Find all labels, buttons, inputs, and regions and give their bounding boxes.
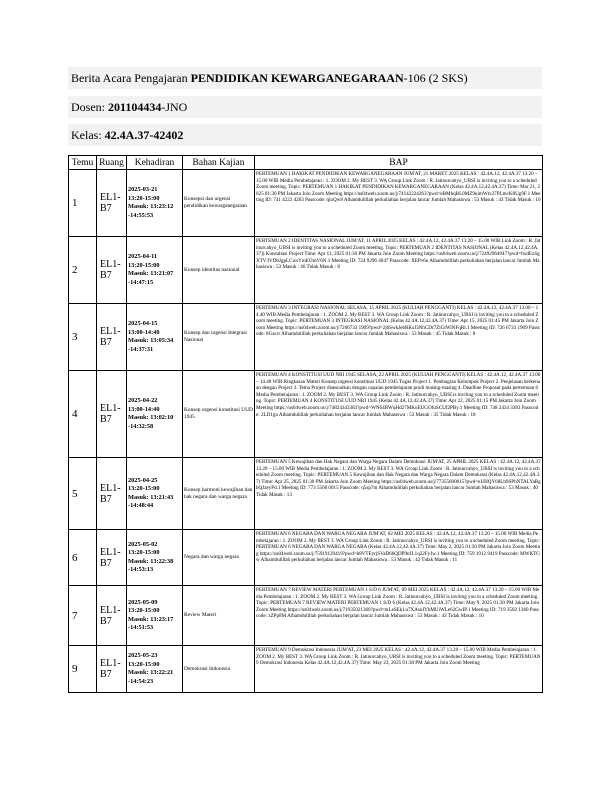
- kehadiran-tanggal: 2025-05-02: [128, 540, 158, 548]
- kehadiran-tanggal: 2025-03-21: [128, 186, 158, 193]
- kehadiran-tanggal: 2025-05-09: [128, 598, 158, 606]
- bap-cell: PERTEMUAN 3 INTEGRASI NASIONAL SELASA, 15 APRIL 2025 (KULIAH PENGGANTI) KELAS : 42.4A.12, 42.4A.37 13.00 – 14.40 WIB Media Pembelajaran : 1. ZOOM 2. My BEST 3. WA Group Link Zoom : R. Jatinurcahyo_UBSI is inviting you to a scheduled Zoom meeting. Topic: PERTEMUAN 3 INTEGRASI NASIONAL (Kelas 42.4A.12,42.4A.37) Time: Apr 15, 2025 01:45 PM Jakarta Join Zoom Meeting https://us04web.zoom.us/j/7266733 1909?pwd=2j6SwkJebRKsJ3NhCDr7ZlGtWiNFqRl.1 Meeting ID: 726 6733 1909 Passcode: 8Gacrr Alhamdulillah perkuliahan berjalan lancar Jumlah Mahasiswa : 53 Masuk : 45 Tidak Masuk : 8: [255, 304, 543, 371]
- kehadiran-selisih: -14:47:15: [128, 278, 154, 286]
- kehadiran-jam: 13:20-15:00: [128, 485, 160, 492]
- kehadiran-selisih: -14:55:53: [128, 211, 154, 219]
- bap-cell: PERTEMUAN 4 KONSTITUSI UUD NRI 1945 SELASA, 22 APRIL 2025 (KULIAH PENGGANTI) KELAS : 42.4A.12, 42.4A.37 13.00 – 14.40 WIB Ringkasan Materi Konsep urgensi konstitusi UUD 1945 Tugas Project 1. Pembagian Kelompok Project 2. Penjelasan berkenaan dengan Project 3. Tema Project disesuaikan dengan capaian pembelajaran prodi masing-masing 4. Deadline Proposal pada pertemuan 6 Media Pembelajaran : 1. ZOOM 2. My BEST 3. WA Group Link Zoom : R. Jatinurcahyo_UBSI is inviting you to a scheduled Zoom meeting. Topic: PERTEMUAN 4 KONSTITUSI UUD NRI 1945 (Kelas 42.4A.12,42.4A.37) Time: Apr 22, 2025 01:15 PM Jakarta Join Zoom Meeting https://us04web.zoom.us/j/74824343383?pwd=WN64BWqHd27MKoEUGOfuSCUf2PBy.1 Meeting ID: 748 2434 3383 Passcode: 2LD1gu Alhamdulillah perkuliahan berjalan lancar Jumlah Mahasiswa : 53 Masuk : 35 Tidak Masuk : 18: [255, 371, 543, 458]
- ruang-cell: EL1-B7: [97, 646, 127, 693]
- table-row: [69, 304, 543, 371]
- kehadiran-tanggal: 2025-04-15: [128, 320, 158, 327]
- table-row: [69, 586, 543, 646]
- bahan-kajian-cell: Konsep urgensi konstitusi UUD 1945: [183, 371, 255, 458]
- bap-table: [68, 155, 543, 693]
- temu-cell: 1: [69, 170, 97, 237]
- bap-cell: PERTEMUAN 7 REVIEW MATERI PERTEMUAN 1 S/D 6 JUM'AT, 09 MEI 2025 KELAS : 42.4A.12, 42.4A.37 13.20 – 15.00 WIB Media Pembelajaran : 1. ZOOM 2. My BEST 3. WA Group Link Zoom : R. Jatinurcahyo_UBSI is inviting you to a scheduled Zoom meeting. Topic: PERTEMUAN 7 REVIEW MATERI PERTEMUAN 1 S/D 6 (Kelas 42.4A.12,42.4A.37) Time: May 9, 2025 01:30 PM Jakarta Join Zoom Meeting https://us04web.zoom.us/j/71935021360?pwd=mLeSEkLu7XAsuIYbMUiWLe62GwIP.1 Meeting ID: 719 3502 1360 Passcode: zZPp8M Alhamdulillah perkuliahan berjalan lancar Jumlah Mahasiswa : 53 Masuk : 43 Tidak Masuk : 10: [255, 586, 543, 646]
- temu-cell: 3: [69, 304, 97, 371]
- kehadiran-cell: [127, 586, 183, 646]
- bap-cell: PERTEMUAN 9 Demokrasi Indonesia JUM'AT, 23 MEI 2025 KELAS : 42.4A.12, 42.4A.37 13.20 – 15.00 WIB Media Pembelajaran : 1. ZOOM 2. My BEST 3. WA Group Link Zoom : R. Jatinurcahyo_UBSI is inviting you to a scheduled Zoom meeting. Topic: PERTEMUAN 9 Demokrasi Indonesia Kelas 42.4A.12,42.4A.37) Time: May 23, 2025 01:30 PM Jakarta Join Zoom Meeting: [255, 646, 543, 693]
- kehadiran-jam: 13:20-15:00: [128, 194, 160, 202]
- col-bahan-kajian: Bahan Kajian: [183, 156, 255, 170]
- temu-cell: 4: [69, 371, 97, 458]
- ruang-cell: EL1-B7: [97, 458, 127, 530]
- kehadiran-selisih: -14:54:23: [128, 677, 154, 685]
- col-temu: Temu: [69, 156, 97, 170]
- ruang-cell: EL1-B7: [97, 304, 127, 371]
- kehadiran-masuk: Masuk: 13:02:10: [128, 414, 174, 421]
- kehadiran-masuk: Masuk: 13:22:38: [128, 557, 174, 565]
- table-row: [69, 237, 543, 304]
- ruang-cell: EL1-B7: [97, 530, 127, 586]
- course-name: PENDIDIKAN KEWARGANEGARAAN: [190, 71, 404, 85]
- bap-cell: PERTEMUAN 1 HAKIKAT PENDIDIKAN KEWARGANEGARAAN JUM'AT, 21 MARET 2025 KELAS : 42.4A.12, 42.4A.37 13.20 – 15.00 WIB Media Pembelajaran : 1. ZOOM 2. My BEST 3. WA Group Link Zoom : R. Jatinurcahyo_UBSI is inviting you to a scheduled Zoom meeting. Topic: PERTEMUAN 1 HAKIKAT PENDIDIKAN KEWARGANEGARAAN (Kelas 42.4A.12,42.4A.37) Time: Mar 21, 2025 01:30 PM Jakarta Join Zoom Meeting https://us04web.zoom.us/j/74142224263?pwd=eBMbqBL0MZ9uimWtx27PLmcK8Ug9F.1 Meeting ID: 741 4222 4263 Passcode: qiuQw8 Alhamdulillah perkuliahan berjalan lancar Jumlah Mahasiswa : 53 Masuk : 43 Tidak Masuk : 10: [255, 170, 543, 237]
- dosen-line: Dosen: 201104434-JNO: [68, 96, 542, 118]
- table-header-row: [69, 156, 543, 170]
- col-bap: BAP: [255, 156, 543, 170]
- kehadiran-selisih: -14:37:31: [128, 345, 154, 353]
- bahan-kajian-cell: Konsepsi dan urgensi pendidikan kewarganegaraan: [183, 170, 255, 237]
- temu-cell: 9: [69, 646, 97, 693]
- table-row: [69, 530, 543, 586]
- table-row: [69, 170, 543, 237]
- kehadiran-jam: 13:20-15:00: [128, 261, 160, 269]
- bap-cell: PERTEMUAN 2 IDENTITAS NASIONAL JUM'AT, 11 APRIL 2025 KELAS : 42.4A.12, 42.4A.37 13.20 – 15.00 WIB Link Zoom : R. Jatinurcahyo_UBSI is inviting you to a scheduled Zoom meeting. Topic: PERTEMUAN 2 IDENTITAS NASIONAL (Kelas 42.4A.12,42.4A.37)) Konsultasi Project Time: Apr 11, 2025 01:30 PM Jakarta Join Zoom Meeting https://us04web.zoom.us/j/72492964047?pwd=fwdEzSgXTV3VDbJgpLCwsYmEOmV6N.1 Meeting ID: 724 9296 4047 Passcode: XEPv6u Alhamdulillah perkuliahan berjalan lancar Jumlah Mahasiswa : 53 Masuk : 46 Tidak Masuk : 8: [255, 237, 543, 304]
- kehadiran-masuk: Masuk: 13:21:43: [128, 493, 174, 501]
- kehadiran-selisih: -14:51:53: [128, 624, 154, 631]
- kehadiran-jam: 13:20-15:00: [128, 549, 160, 556]
- bahan-kajian-cell: Review Materi: [183, 586, 255, 646]
- col-kehadiran: Kehadiran: [127, 156, 183, 170]
- kehadiran-masuk: Masuk: 13:22:21: [128, 669, 174, 676]
- course-title: Berita Acara Pengajaran PENDIDIKAN KEWARGANEGARAAN-106 (2 SKS): [68, 67, 542, 89]
- temu-cell: 5: [69, 458, 97, 530]
- kehadiran-tanggal: 2025-04-25: [128, 476, 158, 484]
- bahan-kajian-cell: Konsep harmoni kewajiban dan hak negara dan warga negara: [183, 458, 255, 530]
- col-ruang: Ruang: [97, 156, 127, 170]
- kehadiran-jam: 13:20-15:00: [128, 607, 160, 614]
- kehadiran-cell: [127, 530, 183, 586]
- kehadiran-jam: 13:00-14:40: [128, 328, 160, 336]
- kehadiran-masuk: Masuk: 13:23:17: [128, 615, 174, 623]
- kehadiran-masuk: Masuk: 13:23:12: [128, 203, 174, 210]
- bahan-kajian-cell: Konsep identitas nasional: [183, 237, 255, 304]
- table-row: [69, 646, 543, 693]
- table-row: [69, 458, 543, 530]
- ruang-cell: EL1-B7: [97, 237, 127, 304]
- bahan-kajian-cell: Konsep dan urgensi Integrasi Nasional: [183, 304, 255, 371]
- kehadiran-jam: 13:20-15:00: [128, 660, 160, 668]
- kehadiran-masuk: Masuk: 13:05:34: [128, 337, 174, 344]
- temu-cell: 6: [69, 530, 97, 586]
- temu-cell: 2: [69, 237, 97, 304]
- kehadiran-cell: [127, 371, 183, 458]
- kehadiran-jam: 13:00-14:40: [128, 405, 160, 413]
- kehadiran-masuk: Masuk: 13:21:07: [128, 270, 174, 277]
- table-row: [69, 371, 543, 458]
- kehadiran-cell: [127, 458, 183, 530]
- kelas-line: Kelas: 42.4A.37-42402: [68, 124, 542, 146]
- ruang-cell: EL1-B7: [97, 170, 127, 237]
- kehadiran-cell: [127, 170, 183, 237]
- kehadiran-cell: [127, 646, 183, 693]
- bap-cell: PERTEMUAN 5 Kewajiban dan Hak Negara dan Warga Negara Dalam Demokrasi JUM'AT, 25 APRIL 2025 KELAS : 42.4A.12, 42.4A.37 13.20 – 15.00 WIB Media Pembelajaran : 1. ZOOM 2. My BEST 3. WA Group Link Zoom : R. Jatinurcahyo_UBSI is inviting you to a scheduled Zoom meeting. Topic: PERTEMUAN 5 Kewajiban dan Hak Negara dan Warga Negara Dalam Demokrasi (Kelas 42.4A.12,42.4A.37) Time: Apr 25, 2025 01:30 PM Jakarta Join Zoom Meeting https://us04web.zoom.us/j/77355600015?pwd=eUHQY68Lb9SPbNTALYaRgbQJzeyPd.1 Meeting ID: 773 5560 0015 Passcode: q5sp7m Alhamdulillah perkuliahan berjalan lancar Jumlah Mahasiswa : 53 Masuk : 40 Tidak Masuk : 13: [255, 458, 543, 530]
- bahan-kajian-cell: Demokrasi Indonesia: [183, 646, 255, 693]
- kehadiran-selisih: -14:48:44: [128, 502, 154, 509]
- bap-cell: PERTEMUAN 6 NEGARA DAN WARGA NEGARA JUM'AT, 02 MEI 2025 KELAS : 42.4A.12, 42.4A.37 13.20 – 15.00 WIB Media Pembelajaran : 1. ZOOM 2. My BEST 3. WA Group Link Zoom : R. Jatinurcahyo_UBSI is inviting you to a scheduled Zoom meeting. Topic: PERTEMUAN 6 NEGARA DAN WARGA NEGARA (Kelas 42.4A.12,42.4A.37) Time: May 2, 2025 01:30 PM Jakarta Join Zoom Meeting https://us04web.zoom.us/j/75919129419?pwd=h8VTEyrjSVaD66QDP9nJL1q22FyJw.1 Meeting ID: 759 1912 9419 Passcode: MWKTGw Alhamdulillah perkuliahan berjalan lancar Jumlah Mahasiswa : 53 Masuk : 42 Tidak Masuk : 11: [255, 530, 543, 586]
- kehadiran-selisih: -14:53:13: [128, 566, 154, 573]
- kehadiran-tanggal: 2025-04-11: [128, 253, 158, 260]
- kehadiran-cell: [127, 304, 183, 371]
- dosen-code: 201104434: [108, 100, 162, 114]
- kehadiran-tanggal: 2025-05-23: [128, 652, 158, 659]
- bahan-kajian-cell: Negara dan warga negara: [183, 530, 255, 586]
- ruang-cell: EL1-B7: [97, 586, 127, 646]
- kehadiran-cell: [127, 237, 183, 304]
- temu-cell: 7: [69, 586, 97, 646]
- kelas-value: 42.4A.37-42402: [104, 128, 184, 142]
- kehadiran-selisih: -14:32:58: [128, 422, 154, 430]
- kehadiran-tanggal: 2025-04-22: [128, 397, 158, 404]
- ruang-cell: EL1-B7: [97, 371, 127, 458]
